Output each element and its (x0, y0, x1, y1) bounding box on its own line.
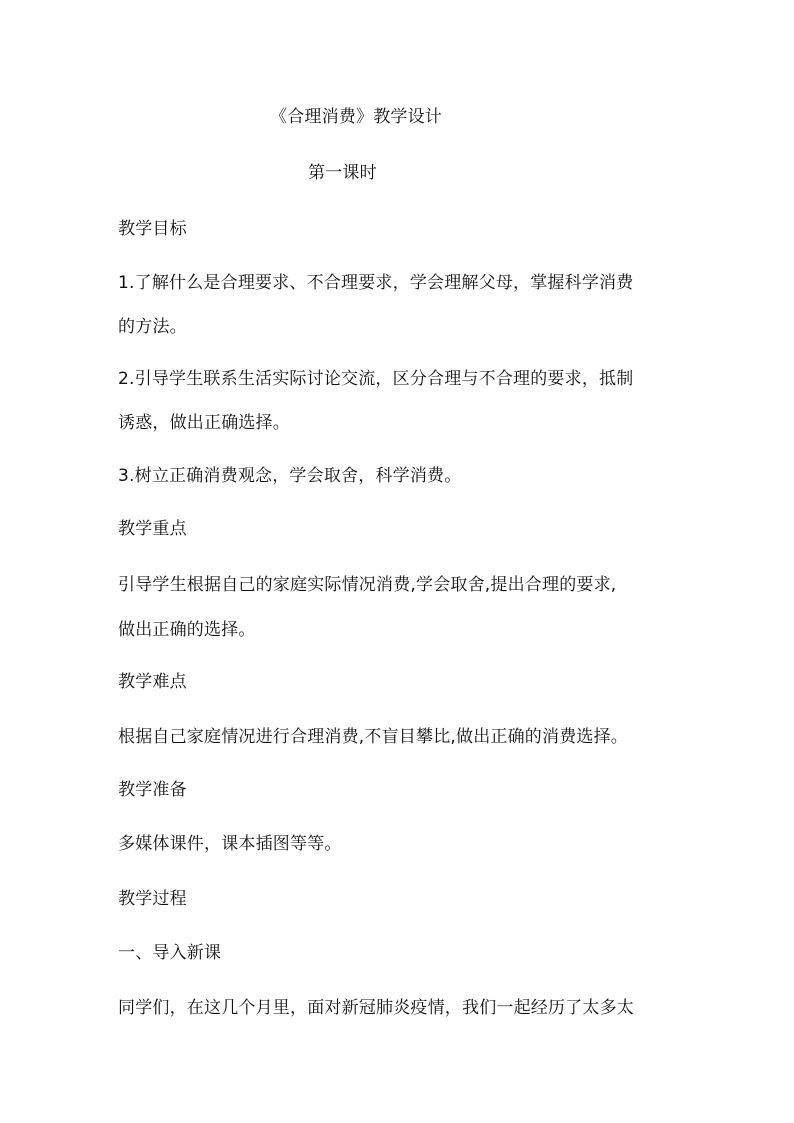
difficulties-heading: 教学难点 (118, 672, 187, 692)
objectives-heading: 教学目标 (118, 219, 187, 239)
document-subtitle: 第一课时 (308, 163, 377, 183)
key-points-line-2: 做出正确的选择。 (118, 620, 256, 640)
process-heading: 教学过程 (118, 889, 187, 909)
preparation-text: 多媒体课件，课本插图等等。 (118, 834, 342, 854)
difficulties-text: 根据自己家庭情况进行合理消费,不盲目攀比,做出正确的消费选择。 (118, 727, 629, 747)
document-title: 《合理消费》教学设计 (270, 107, 442, 127)
objective-1-line-2: 的方法。 (118, 317, 187, 337)
key-points-line-1: 引导学生根据自己的家庭实际情况消费,学会取舍,提出合理的要求, (118, 575, 617, 595)
objective-1-line-1: 1.了解什么是合理要求、不合理要求，学会理解父母，掌握科学消费 (118, 273, 634, 293)
process-part-1-heading: 一、导入新课 (118, 943, 222, 963)
objective-2-line-1: 2.引导学生联系生活实际讨论交流，区分合理与不合理的要求，抵制 (118, 369, 634, 389)
key-points-heading: 教学重点 (118, 519, 187, 539)
objective-2-line-2: 诱惑，做出正确选择。 (118, 413, 290, 433)
process-part-1-text: 同学们，在这几个月里，面对新冠肺炎疫情，我们一起经历了太多太 (118, 998, 634, 1018)
objective-3: 3.树立正确消费观念，学会取舍，科学消费。 (118, 466, 462, 486)
preparation-heading: 教学准备 (118, 780, 187, 800)
